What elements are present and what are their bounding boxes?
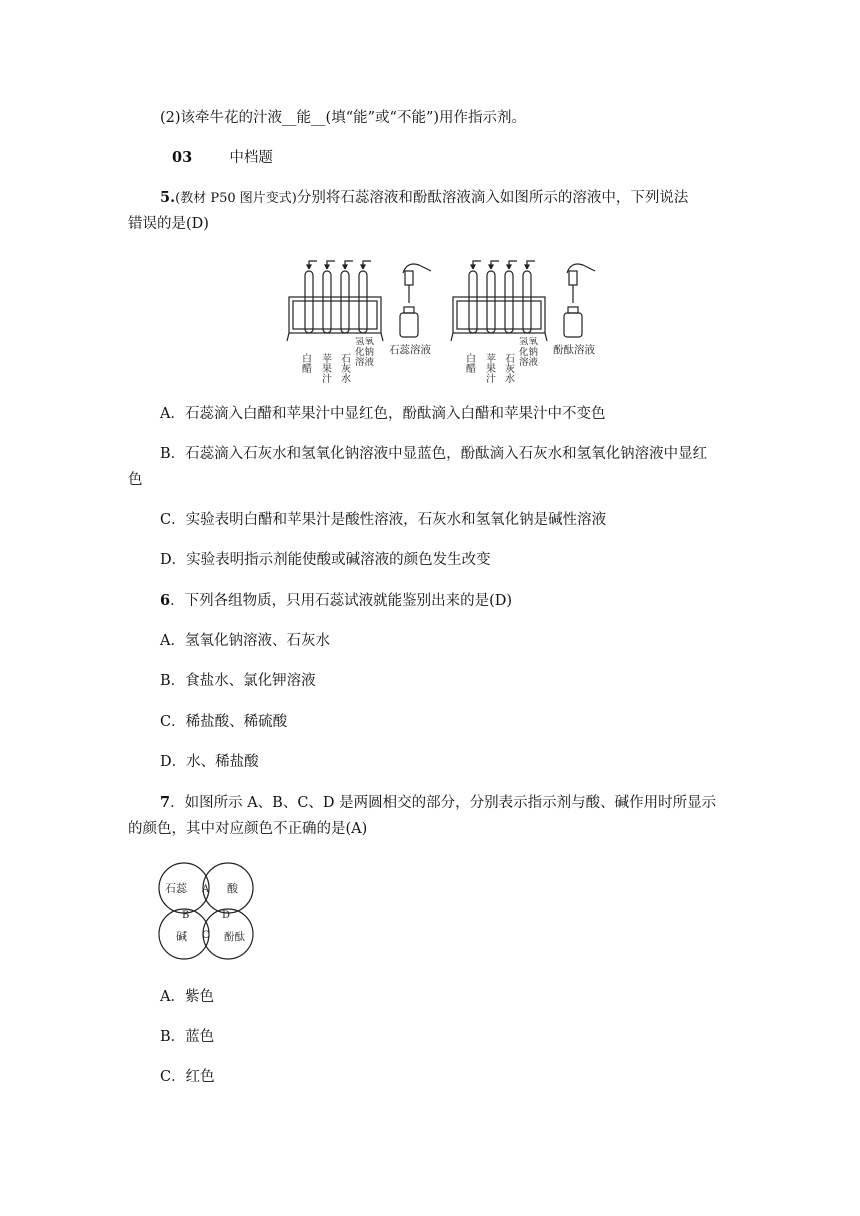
label-region-b: B (182, 910, 190, 921)
q6-option-c: C．稀盐酸、稀硫酸 (160, 714, 288, 730)
q5-number: 5. (160, 189, 176, 206)
right-label-3: 石灰水 (502, 353, 514, 383)
left-dropper (400, 264, 431, 337)
right-tube-labels (464, 352, 515, 383)
q4-part2-suffix: (填“能”或“不能”)用作指示剂。 (325, 110, 527, 126)
q7-option-c: C．红色 (160, 1069, 215, 1085)
q7-venn-figure (156, 860, 258, 964)
right-label-2: 苹果汁 (483, 353, 495, 383)
q6-stem-text: ．下列各组物质，只用石蕊试液就能鉴别出来的是(D) (170, 593, 513, 609)
q6-option-d: D．水、稀盐酸 (160, 754, 259, 770)
label-phenol: 酚酞 (224, 931, 245, 943)
label-region-d: D (222, 910, 231, 921)
q5-stem-line2: 错误的是(D) (128, 216, 209, 232)
q4-part2-answer: __能__ (282, 110, 326, 126)
right-label-1: 白醋 (463, 353, 475, 373)
q7-stem-line1 (160, 793, 716, 813)
q5-option-d: D．实验表明指示剂能使酸或碱溶液的颜色发生改变 (160, 552, 491, 568)
q5-option-b-line1: B．石蕊滴入石灰水和氢氧化钠溶液中显蓝色，酚酞滴入石灰水和氢氧化钠溶液中显红 (160, 446, 708, 462)
q6-number: 6 (160, 592, 171, 609)
section-number: 03 (172, 149, 193, 166)
q4-part2-prefix: (2)该牵牛花的汁液 (160, 110, 283, 126)
label-base: 碱 (176, 930, 187, 943)
label-region-c: C (202, 930, 210, 941)
q6-option-a: A．氢氧化钠溶液、石灰水 (160, 633, 330, 649)
left-tube-labels (300, 352, 351, 383)
q5-source: (教材 P50 图片变式) (175, 191, 297, 206)
q5-stem-text1: 分别将石蕊溶液和酚酞溶液滴入如图所示的溶液中，下列说法 (296, 190, 689, 206)
q7-stem-text1: ．如图所示 A、B、C、D 是两圆相交的部分，分别表示指示剂与酸、碱作用时所显示 (170, 795, 717, 811)
q6-option-b: B．食盐水、氯化钾溶液 (160, 673, 316, 689)
q5-stem-line1 (160, 188, 688, 209)
q6-stem (160, 591, 512, 611)
right-label-4-wrap (519, 337, 541, 383)
q5-figure (285, 253, 605, 383)
q4-part2 (160, 108, 526, 128)
q7-stem-line2: 的颜色，其中对应颜色不正确的是(A) (128, 821, 368, 837)
q7-option-b: B．蓝色 (160, 1029, 215, 1045)
left-label-4: 氢氧化钠溶液 (355, 337, 375, 368)
left-label-3: 石灰水 (338, 353, 350, 383)
right-reagent-label: 酚酞溶液 (553, 344, 595, 356)
left-label-1: 白醋 (299, 353, 311, 373)
section-heading (172, 148, 273, 168)
q5-option-c: C．实验表明白醋和苹果汁是酸性溶液，石灰水和氢氧化钠是碱性溶液 (160, 512, 607, 528)
label-acid: 酸 (227, 882, 238, 895)
left-label-2: 苹果汁 (319, 353, 331, 383)
left-label-4-wrap (355, 337, 377, 383)
q5-option-b-line2: 色 (128, 472, 143, 488)
label-region-a: A (202, 884, 210, 895)
right-dropper (564, 264, 595, 337)
left-test-tube-rack (287, 261, 383, 341)
q5-option-a: A．石蕊滴入白醋和苹果汁中显红色，酚酞滴入白醋和苹果汁中不变色 (160, 406, 606, 422)
left-reagent-label: 石蕊溶液 (389, 344, 431, 356)
right-label-4: 氢氧化钠溶液 (519, 337, 539, 368)
label-litmus: 石蕊 (165, 882, 187, 895)
section-title: 中档题 (229, 150, 273, 166)
right-test-tube-rack (451, 261, 547, 341)
q7-number: 7 (160, 794, 171, 811)
q7-option-a: A．紫色 (160, 989, 214, 1005)
